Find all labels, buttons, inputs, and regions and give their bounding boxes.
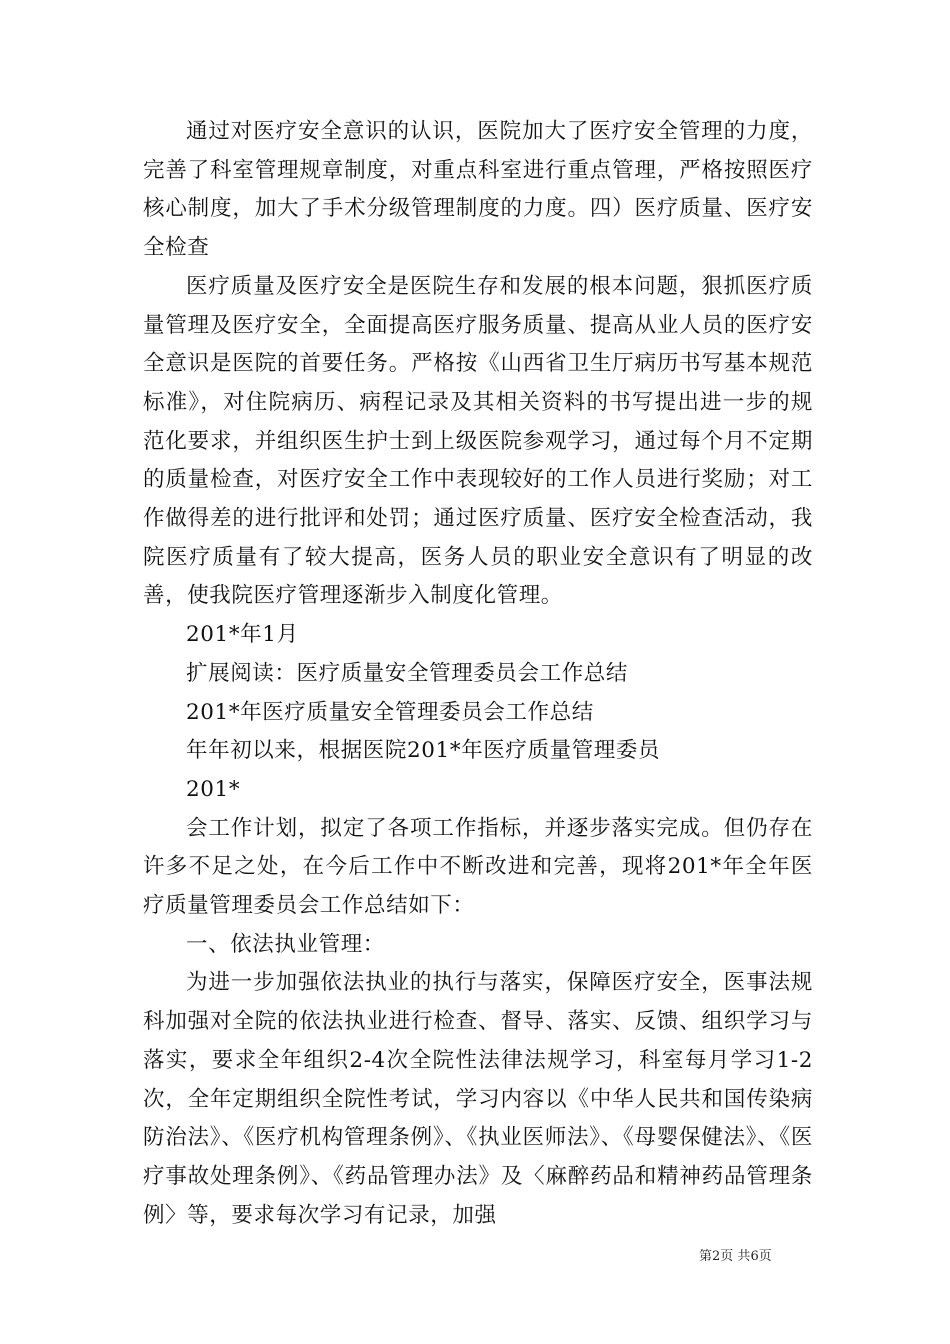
footer-current-page: 2 <box>712 1249 721 1264</box>
section-heading-legal-practice: 一、依法执业管理： <box>186 931 385 957</box>
footer-middle: 页 共 <box>720 1249 751 1264</box>
paragraph-2: 医疗质量及医疗安全是医院生存和发展的根本问题，狠抓医疗质量管理及医疗安全，全面提高医疗服务质量、提高从业人员的医疗安全意识是医院的首要任务。严格按《山西省卫生厅病历书写基本规范标准》，对住院病历、病程记录及其相关资料的书写提出进一步的规范化要求，并组织医生护士到上级医院参观学习，通过每个月不定期的质量检查，对医疗安全工作中表现较好的工作人员进行奖励；对工作做得差的进行批评和处罚；通过医疗质量、医疗安全检查活动，我院医疗质量有了较大提高，医务人员的职业安全意识有了明显的改善，使我院医疗管理逐渐步入制度化管理。 <box>143 273 813 609</box>
page-footer <box>699 1248 772 1266</box>
document-body <box>143 113 813 1235</box>
paragraph-summary-title: 201*年医疗质量安全管理委员会工作总结 <box>186 699 594 725</box>
paragraph-year: 201* <box>186 776 241 802</box>
footer-prefix: 第 <box>699 1249 713 1264</box>
paragraph-intro: 年年初以来，根据医院201*年医疗质量管理委员 <box>186 738 661 764</box>
paragraph-legal-practice: 为进一步加强依法执业的执行与落实，保障医疗安全，医事法规科加强对全院的依法执业进行检查、督导、落实、反馈、组织学习与落实，要求全年组织2-4次全院性法律法规学习，科室每月学习1-2次，全年定期组织全院性考试，学习内容以《中华人民共和国传染病防治法》、《医疗机构管理条例》、《执业医师法》、《母婴保健法》、《医疗事故处理条例》、《药品管理办法》及〈麻醉药品和精神药品管理条例〉等，要求每次学习有记录，加强 <box>143 970 813 1228</box>
paragraph-date: 201*年1月 <box>186 622 299 648</box>
footer-suffix: 页 <box>758 1249 772 1264</box>
paragraph-extended-reading: 扩展阅读：医疗质量安全管理委员会工作总结 <box>186 660 629 686</box>
paragraph-1: 通过对医疗安全意识的认识，医院加大了医疗安全管理的力度，完善了科室管理规章制度，对重点科室进行重点管理，严格按照医疗核心制度，加大了手术分级管理制度的力度。四）医疗质量、医疗安全检查 <box>143 119 813 261</box>
footer-total-pages: 6 <box>750 1249 759 1264</box>
paragraph-work-plan: 会工作计划，拟定了各项工作指标，并逐步落实完成。但仍存在许多不足之处，在今后工作中不断改进和完善，现将201*年全年医疗质量管理委员会工作总结如下： <box>143 815 813 919</box>
